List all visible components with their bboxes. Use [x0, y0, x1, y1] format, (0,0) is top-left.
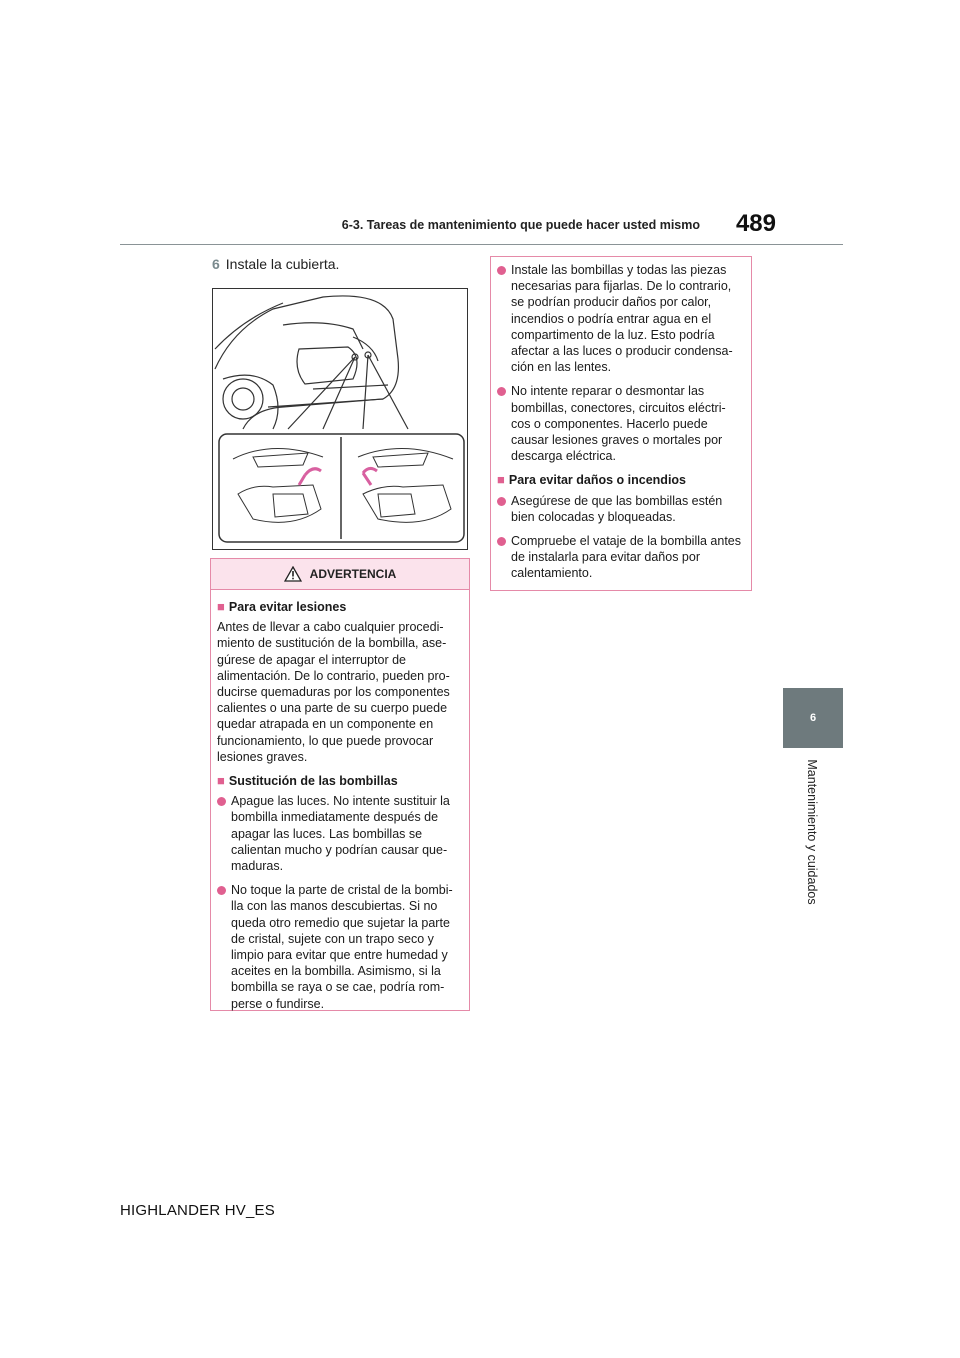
list-item: No toque la parte de cristal de la bombi-lla con las manos descubiertas. Si no queda otro remedio que sujetar la parte de cristal, sujete con un trapo seco y limpio para evitar que entre humedad y aceites en la bombilla. Asimismo, si la bombilla se raya o se cae, podría rom-perse o fundirse. — [217, 882, 463, 1012]
footer-model: HIGHLANDER HV_ES — [120, 1202, 275, 1219]
pink-dot-icon — [497, 497, 506, 506]
list-item: Asegúrese de que las bombillas estén bien colocadas y bloqueadas. — [497, 493, 745, 525]
chapter-label: Mantenimiento y cuidados — [805, 759, 819, 905]
warning-box — [210, 558, 470, 1011]
section-title-damage-fire: ■ Para evitar daños o incendios — [497, 472, 687, 488]
list-item: Compruebe el vataje de la bombilla antes de instalarla para evitar daños por calentamiento. — [497, 533, 745, 582]
pink-dot-icon — [497, 387, 506, 396]
section-header: 6-3. Tareas de mantenimiento que puede hacer usted mismo — [341, 218, 700, 232]
pink-dot-icon — [497, 266, 506, 275]
step-text: Instale la cubierta. — [225, 256, 340, 272]
header-divider — [120, 244, 843, 245]
warning-header — [211, 559, 469, 590]
warning-triangle-icon — [284, 566, 302, 582]
step-number: 6 — [212, 256, 220, 272]
list-item: Apague las luces. No intente sustituir la bombilla inmediatamente después de apagar las luces. Las bombillas se calientan mucho y podrían causar que-maduras. — [217, 793, 463, 874]
pink-dot-icon — [497, 537, 506, 546]
pink-dot-icon — [217, 797, 226, 806]
pink-square-icon: ■ — [497, 472, 505, 488]
warning-continued-box — [490, 256, 752, 591]
warning-body — [211, 590, 469, 1012]
warning-heading: ADVERTENCIA — [309, 567, 397, 581]
pink-dot-icon — [217, 886, 226, 895]
page-number: 489 — [735, 210, 776, 237]
step-instruction — [212, 256, 339, 272]
section-title-injuries: ■ Para evitar lesiones — [217, 599, 347, 614]
list-item: Instale las bombillas y todas las piezas necesarias para fijarlas. De lo contrario, se podrían producir daños por calor, incendios o podría entrar agua en el compartimento de la luz. Esto podría afectar a las luces o producir condensa-ción en las lentes. — [497, 262, 745, 375]
section-title-bulb-replacement: ■ Sustitución de las bombillas — [217, 773, 398, 789]
chapter-tab: 6 — [783, 688, 843, 748]
injuries-paragraph: Antes de llevar a cabo cualquier procedi-miento de sustitución de la bombilla, ase-gúrese de apagar el interruptor de alimentación. De lo contrario, pueden pro-ducirse quemaduras por los componentes calientes o una parte de su cuerpo puede quedar atrapada en un componente en funcionamiento, lo que puede provocar lesiones graves. — [217, 620, 450, 764]
car-rear-light-illustration — [213, 289, 467, 549]
pink-square-icon: ■ — [217, 599, 225, 614]
pink-square-icon: ■ — [217, 773, 225, 789]
illustration-install-cover — [212, 288, 468, 550]
list-item: No intente reparar o desmontar las bombillas, conectores, circuitos eléctri-cos o componentes. Hacerlo puede causar lesiones graves o mortales por descarga eléctrica. — [497, 383, 745, 464]
